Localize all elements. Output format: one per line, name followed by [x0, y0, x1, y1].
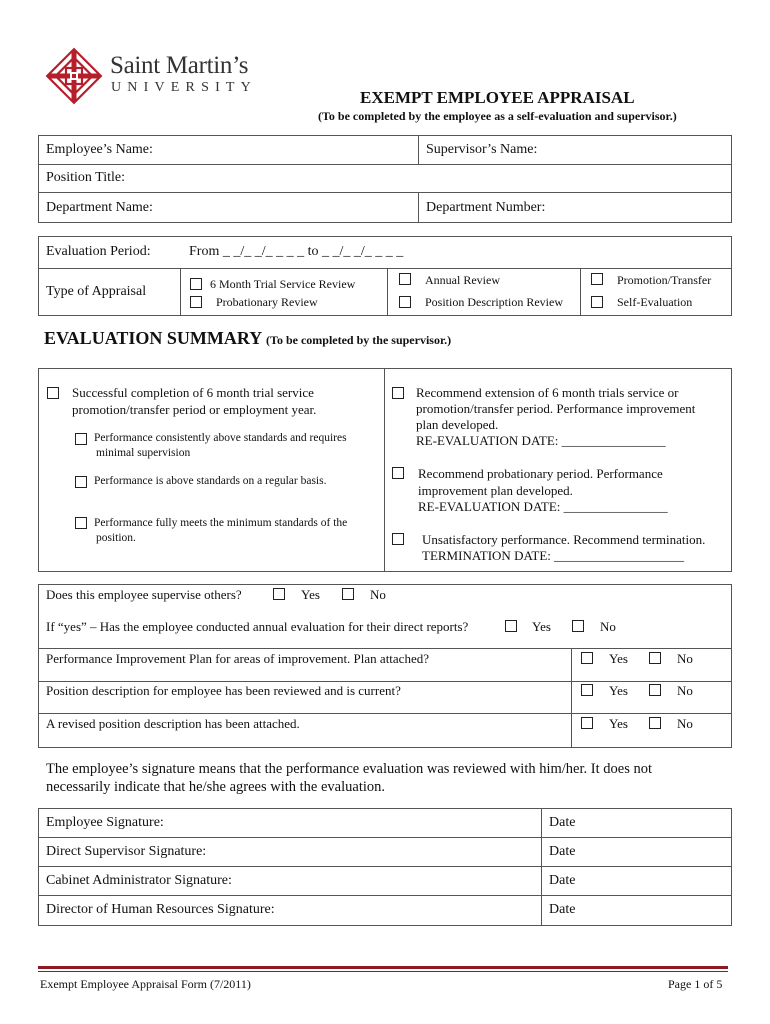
checkbox-above-standards[interactable]	[75, 476, 87, 488]
logo-emblem-icon	[42, 44, 106, 108]
supervise-yes-label: Yes	[301, 587, 320, 602]
supervisor-signature-date[interactable]: Date	[549, 844, 576, 859]
section-heading	[44, 328, 451, 349]
department-name-field[interactable]: Department Name:	[46, 200, 153, 215]
footer-form-name: Exempt Employee Appraisal Form (7/2011)	[40, 977, 251, 991]
option-6-month-trial: 6 Month Trial Service Review	[210, 277, 356, 291]
checkbox-promotion-transfer[interactable]	[591, 273, 603, 285]
checkbox-probationary-review[interactable]	[190, 296, 202, 308]
hr-director-signature-field[interactable]: Director of Human Resources Signature:	[46, 902, 275, 917]
supervisor-name-field[interactable]: Supervisor’s Name:	[426, 142, 538, 157]
checkbox-successful-completion[interactable]	[47, 387, 59, 399]
supervisor-signature-field[interactable]: Direct Supervisor Signature:	[46, 844, 207, 859]
description-reviewed-yes-label: Yes	[609, 683, 628, 698]
signature-statement: The employee’s signature means that the performance evaluation was reviewed with him/her. It does not	[46, 761, 652, 777]
checkbox-unsatisfactory[interactable]	[392, 533, 404, 545]
footer-page-number: Page 1 of 5	[668, 977, 723, 991]
employee-signature-field[interactable]: Employee Signature:	[46, 815, 164, 830]
revised-description-no-label: No	[677, 716, 693, 731]
footer-rule-thin	[38, 971, 728, 972]
consistently-above-text-2: minimal supervision	[96, 447, 191, 459]
successful-completion-text: Successful completion of 6 month trial service	[72, 385, 314, 400]
question-improvement-plan: Performance Improvement Plan for areas of improvement. Plan attached?	[46, 651, 429, 666]
checkbox-position-description-review[interactable]	[399, 296, 411, 308]
option-position-description-review: Position Description Review	[425, 295, 563, 309]
checkbox-revised-description-no[interactable]	[649, 717, 661, 729]
question-direct-reports: If “yes” – Has the employee conducted annual evaluation for their direct reports?	[46, 619, 469, 634]
evaluation-period-input[interactable]: From _ _/_ _/_ _ _ _ to _ _/_ _/_ _ _ _	[189, 244, 404, 259]
direct-reports-yes-label: Yes	[532, 619, 551, 634]
checkbox-description-reviewed-yes[interactable]	[581, 684, 593, 696]
reevaluation-date-1[interactable]: RE-EVALUATION DATE: ________________	[416, 433, 666, 448]
termination-date[interactable]: TERMINATION DATE: ____________________	[422, 548, 685, 563]
meets-standards-text: Performance fully meets the minimum standards of the	[94, 517, 348, 529]
summary-note: (To be completed by the supervisor.)	[266, 333, 452, 347]
recommend-extension-text-3: plan developed.	[416, 417, 499, 432]
position-title-field[interactable]: Position Title:	[46, 170, 125, 185]
checkbox-consistently-above[interactable]	[75, 433, 87, 445]
department-number-field[interactable]: Department Number:	[426, 200, 546, 215]
checkbox-improvement-plan-yes[interactable]	[581, 652, 593, 664]
supervise-no-label: No	[370, 587, 386, 602]
checkbox-supervise-yes[interactable]	[273, 588, 285, 600]
improvement-plan-yes-label: Yes	[609, 651, 628, 666]
signature-statement-2: necessarily indicate that he/she agrees with the evaluation.	[46, 779, 386, 795]
revised-description-yes-label: Yes	[609, 716, 628, 731]
option-self-evaluation: Self-Evaluation	[617, 295, 693, 309]
checkbox-self-evaluation[interactable]	[591, 296, 603, 308]
summary-heading: EVALUATION SUMMARY	[44, 328, 262, 348]
successful-completion-text-2: promotion/transfer period or employment year.	[72, 402, 317, 417]
option-promotion-transfer: Promotion/Transfer	[617, 273, 712, 287]
footer-rule-thick	[38, 966, 728, 969]
unsatisfactory-text: Unsatisfactory performance. Recommend termination.	[422, 532, 706, 547]
employee-signature-date[interactable]: Date	[549, 815, 576, 830]
page-subtitle: (To be completed by the employee as a self-evaluation and supervisor.)	[318, 109, 677, 123]
page-title: EXEMPT EMPLOYEE APPRAISAL	[360, 88, 635, 107]
checkbox-recommend-probationary[interactable]	[392, 467, 404, 479]
question-description-reviewed: Position description for employee has been reviewed and is current?	[46, 683, 401, 698]
appraisal-type-label: Type of Appraisal	[46, 284, 147, 299]
cabinet-admin-signature-field[interactable]: Cabinet Administrator Signature:	[46, 873, 232, 888]
recommend-probationary-text: Recommend probationary period. Performance	[418, 466, 663, 481]
checkbox-meets-standards[interactable]	[75, 517, 87, 529]
logo-university: UNIVERSITY	[111, 80, 257, 95]
question-revised-description: A revised position description has been attached.	[46, 716, 300, 731]
option-probationary-review: Probationary Review	[216, 295, 318, 309]
consistently-above-text: Performance consistently above standards and requires	[94, 432, 347, 444]
checkbox-direct-reports-yes[interactable]	[505, 620, 517, 632]
question-supervise-others: Does this employee supervise others?	[46, 587, 242, 602]
recommend-probationary-text-2: improvement plan developed.	[418, 483, 573, 498]
hr-director-signature-date[interactable]: Date	[549, 902, 576, 917]
checkbox-annual-review[interactable]	[399, 273, 411, 285]
checkbox-revised-description-yes[interactable]	[581, 717, 593, 729]
checkbox-improvement-plan-no[interactable]	[649, 652, 661, 664]
evaluation-period-label: Evaluation Period:	[46, 244, 151, 259]
improvement-plan-no-label: No	[677, 651, 693, 666]
checkbox-description-reviewed-no[interactable]	[649, 684, 661, 696]
description-reviewed-no-label: No	[677, 683, 693, 698]
checkbox-6-month-trial[interactable]	[190, 278, 202, 290]
reevaluation-date-2[interactable]: RE-EVALUATION DATE: ________________	[418, 499, 668, 514]
employee-name-field[interactable]: Employee’s Name:	[46, 142, 153, 157]
checkbox-supervise-no[interactable]	[342, 588, 354, 600]
logo-name: Saint Martin’s	[110, 52, 249, 79]
recommend-extension-text: Recommend extension of 6 month trials service or	[416, 385, 679, 400]
meets-standards-text-2: position.	[96, 532, 136, 544]
direct-reports-no-label: No	[600, 619, 616, 634]
recommend-extension-text-2: promotion/transfer period. Performance improvement	[416, 401, 696, 416]
option-annual-review: Annual Review	[425, 273, 500, 287]
above-standards-text: Performance is above standards on a regular basis.	[94, 475, 327, 487]
cabinet-admin-signature-date[interactable]: Date	[549, 873, 576, 888]
checkbox-recommend-extension[interactable]	[392, 387, 404, 399]
checkbox-direct-reports-no[interactable]	[572, 620, 584, 632]
